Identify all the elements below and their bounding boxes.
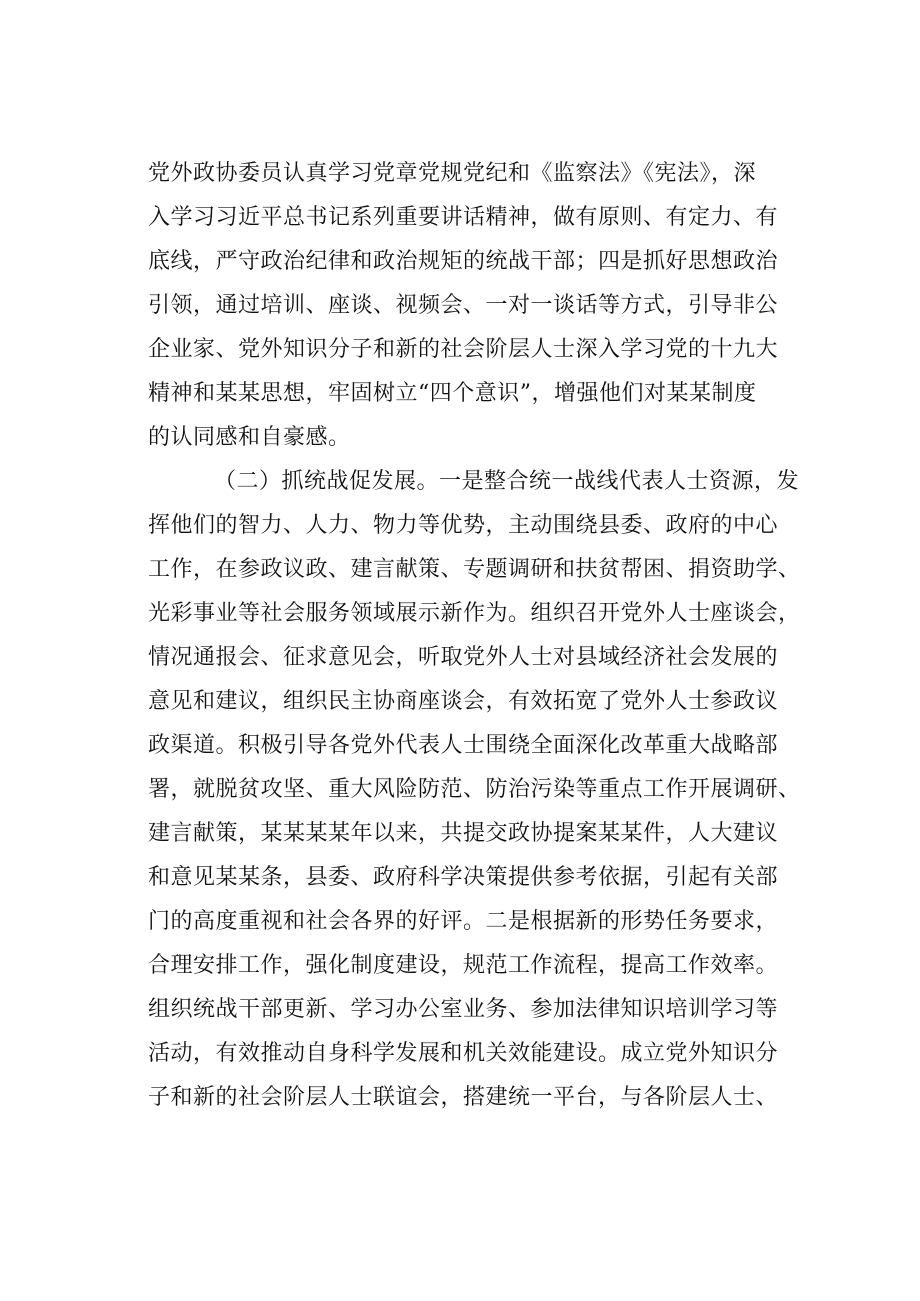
text-line: 入学习习近平总书记系列重要讲话精神，做有原则、有定力、有 bbox=[148, 205, 779, 230]
text-line: 光彩事业等社会服务领域展示新作为。组织召开党外人士座谈会， bbox=[148, 601, 801, 626]
text-line: 企业家、党外知识分子和新的社会阶层人士深入学习党的十九大 bbox=[148, 337, 779, 362]
text-line: 合理安排工作，强化制度建设，规范工作流程，提高工作效率。 bbox=[148, 953, 779, 978]
text-line: 挥他们的智力、人力、物力等优势，主动围绕县委、政府的中心 bbox=[148, 513, 779, 538]
text-line: 组织统战干部更新、学习办公室业务、参加法律知识培训学习等 bbox=[148, 997, 779, 1022]
text-line: 活动，有效推动自身科学发展和机关效能建设。成立党外知识分 bbox=[148, 1041, 779, 1066]
text-line: 建言献策，某某某某年以来，共提交政协提案某某件，人大建议 bbox=[148, 821, 779, 846]
text-line: 和意见某某条，县委、政府科学决策提供参考依据，引起有关部 bbox=[148, 865, 779, 890]
text-line: 工作，在参政议政、建言献策、专题调研和扶贫帮困、捐资助学、 bbox=[148, 557, 801, 582]
text-line: 党外政协委员认真学习党章党规党纪和《监察法》《宪法》，深 bbox=[148, 161, 757, 186]
text-line: 署，就脱贫攻坚、重大风险防范、防治污染等重点工作开展调研、 bbox=[148, 777, 801, 802]
text-line: 意见和建议，组织民主协商座谈会，有效拓宽了党外人士参政议 bbox=[148, 689, 779, 714]
text-line: 引领，通过培训、座谈、视频会、一对一谈话等方式，引导非公 bbox=[148, 293, 779, 318]
text-line: 底线，严守政治纪律和政治规矩的统战干部；四是抓好思想政治 bbox=[148, 249, 779, 274]
text-line: 精神和某某思想，牢固树立“四个意识”，增强他们对某某制度 bbox=[148, 381, 757, 406]
section-heading-line: （二）抓统战促发展。一是整合统一战线代表人士资源，发 bbox=[214, 469, 800, 494]
text-line: 子和新的社会阶层人士联谊会，搭建统一平台，与各阶层人士、 bbox=[148, 1085, 779, 1110]
text-line: 的认同感和自豪感。 bbox=[148, 425, 351, 450]
body-text bbox=[148, 152, 808, 1120]
text-line: 政渠道。积极引导各党外代表人士围绕全面深化改革重大战略部 bbox=[148, 733, 779, 758]
text-line: 门的高度重视和社会各界的好评。二是根据新的形势任务要求， bbox=[148, 909, 779, 934]
text-line: 情况通报会、征求意见会，听取党外人士对县域经济社会发展的 bbox=[148, 645, 779, 670]
